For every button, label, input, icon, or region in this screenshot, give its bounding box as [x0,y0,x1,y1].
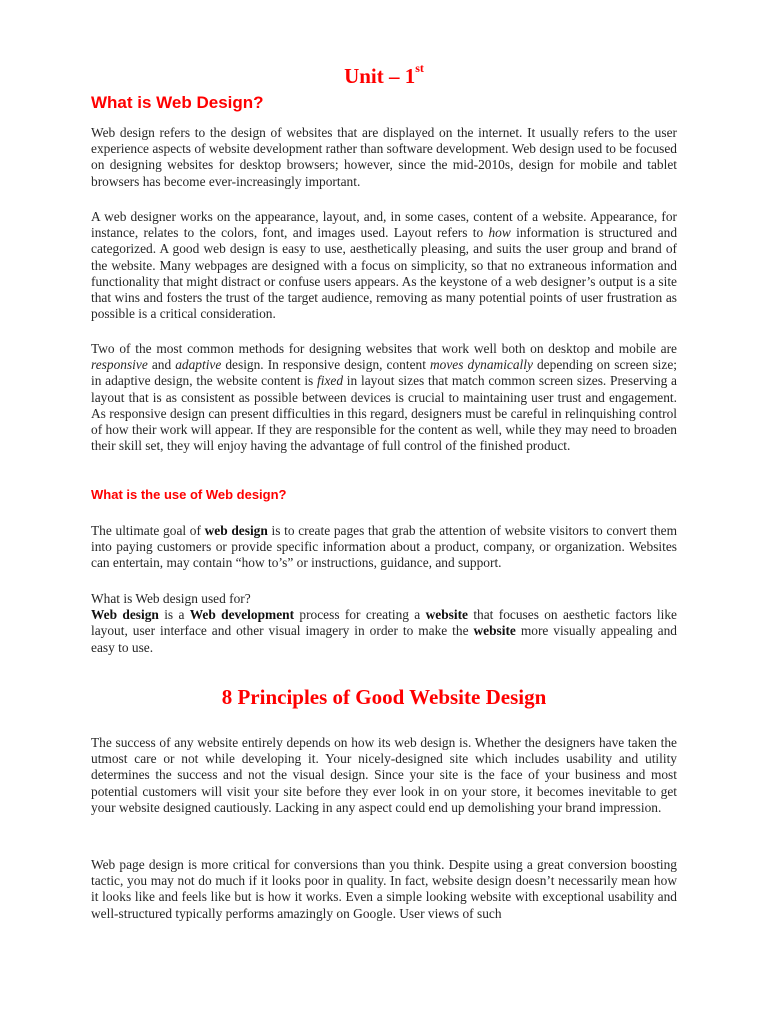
paragraph-conversions: Web page design is more critical for conversions than you think. Despite using a great conversion boosting tactic, you may not do much if it looks poor in quality. In fact, website design doesn’t necessarily mean how it looks like and feels like but is how it works. Even a simple looking website with exceptional usability and well-structured typically performs amazingly on Google. User views of such [91,857,677,921]
unit-title-superscript: st [415,61,424,75]
paragraph-ultimate-goal: The ultimate goal of web design is to create pages that grab the attention of website visitors to convert them into paying customers or provide specific information about a product, company, or organization. Websites can entertain, may contain “how to’s” or instructions, guidance, and support. [91,523,677,571]
paragraph-web-designer: A web designer works on the appearance, layout, and, in some cases, content of a website. Appearance, for instance, relates to the colors, font, and images used. Layout refers to how information is structured and categorized. A good web design is easy to use, aesthetically pleasing, and suits the user group and brand of the website. Many webpages are designed with a focus on simplicity, so that no extraneous information and functionality that might distract or confuse users appears. As the keystone of a web designer’s output is a site that wins and fosters the trust of the target audience, removing as many potential points of user frustration as possible is a critical consideration. [91,209,678,322]
paragraph-definition: Web design refers to the design of websites that are displayed on the internet. It usually refers to the user experience aspects of website development rather than software development. Web design used to be focused on designing websites for desktop browsers; however, since the mid-2010s, design for mobile and tablet browsers has become ever-increasingly important. [91,125,677,189]
paragraph-success: The success of any website entirely depends on how its web design is. Whether the designers have taken the utmost care or not while developing it. Your nicely-designed site which includes usability and utility determines the success and not the visual design. Since your site is the face of your business and most potential customers will visit your site before they ever look in on your store, it becomes inevitable to get your website designed cautiously. Lacking in any aspect could end up demolishing your brand impression. [91,735,677,815]
heading-use-of-web-design: What is the use of Web design? [91,487,287,502]
unit-title [0,61,768,89]
unit-title-text: Unit – 1 [344,64,416,88]
heading-what-is-web-design: What is Web Design? [91,93,264,112]
question-line: What is Web design used for? [91,591,251,606]
paragraph-used-for: What is Web design used for? Web design is a Web development process for creating a website that focuses on aesthetic factors like layout, user interface and other visual imagery in order to make the website more visually appealing and easy to use. [91,591,677,655]
heading-principles: 8 Principles of Good Website Design [221,685,547,709]
paragraph-responsive-adaptive: Two of the most common methods for designing websites that work well both on desktop and mobile are responsive and adaptive design. In responsive design, content moves dynamically depending on screen size; in adaptive design, the website content is fixed in layout sizes that match common screen sizes. Preserving a layout that is as consistent as possible between devices is crucial to maintaining user trust and engagement. As responsive design can present difficulties in this regard, designers must be careful in relinquishing control of how their work will appear. If they are responsible for the content as well, while they may need to broaden their skill set, they will enjoy having the advantage of full control of the finished product. [91,341,678,454]
